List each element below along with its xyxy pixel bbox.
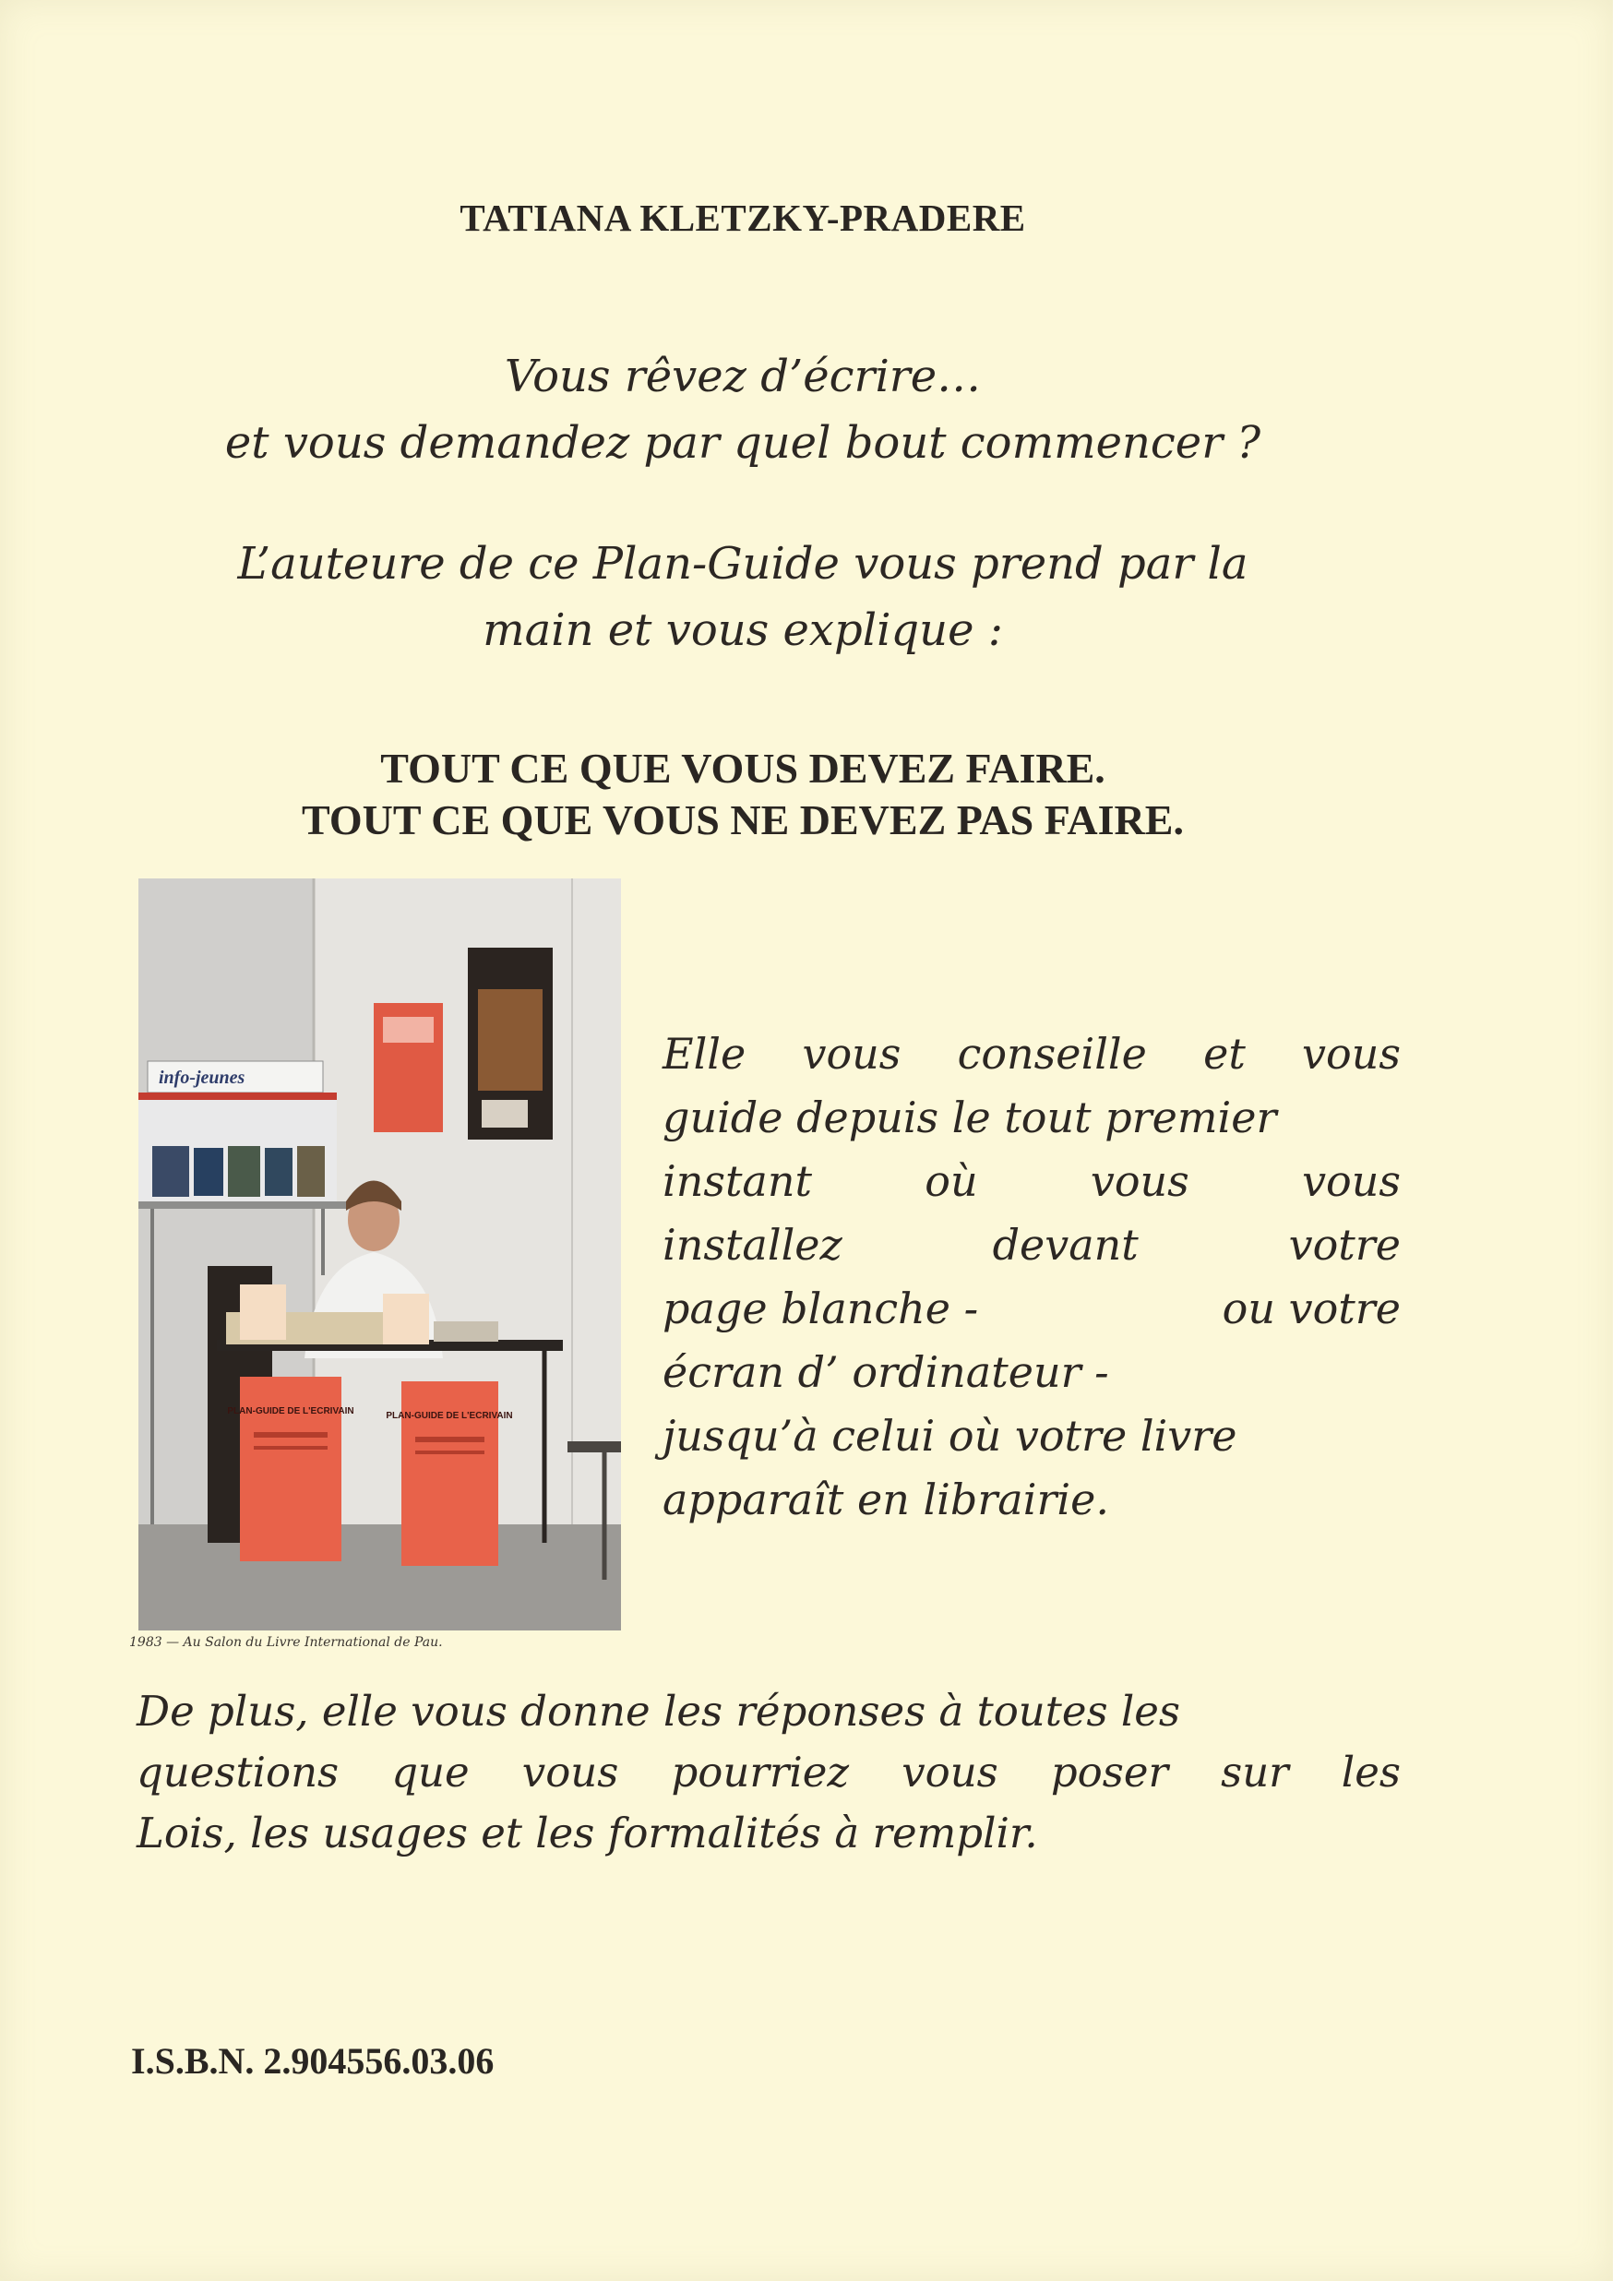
headline-line: TOUT CE QUE VOUS DEVEZ FAIRE.: [380, 745, 1105, 792]
intro-author-line: L’auteure de ce Plan-Guide vous prend par la: [237, 538, 1248, 590]
bottom-paragraph-line: Lois, les usages et les formalités à remplir.: [137, 1809, 1038, 1857]
bottom-paragraph: [137, 1681, 1401, 1864]
sign-label: info-jeunes: [159, 1068, 245, 1088]
word: vous: [802, 1029, 902, 1079]
word: que: [391, 1748, 470, 1797]
word: sur: [1221, 1748, 1289, 1797]
author-photo: [138, 878, 621, 1630]
headline: [0, 743, 1486, 846]
side-paragraph-line: [663, 1213, 1401, 1277]
author-name: TATIANA KLETZKY-PRADERE: [460, 197, 1026, 239]
word: les: [1341, 1748, 1401, 1797]
word: instant: [663, 1156, 812, 1206]
word: questions: [137, 1748, 340, 1797]
intro-author-line: main et vous explique :: [483, 604, 1003, 656]
word: vous: [1302, 1156, 1401, 1206]
side-paragraph-line: écran d’ ordinateur -: [663, 1347, 1109, 1397]
poster-label: PLAN-GUIDE DE L'ECRIVAIN: [227, 1406, 354, 1416]
word: Elle: [663, 1029, 746, 1079]
side-paragraph-line: guide depuis le tout premier: [663, 1093, 1277, 1142]
headline-line: TOUT CE QUE VOUS NE DEVEZ PAS FAIRE.: [302, 796, 1184, 843]
author-photo-illustration: [138, 878, 621, 1630]
word: ou votre: [1222, 1284, 1401, 1333]
word: où: [925, 1156, 978, 1206]
intro-author: [0, 531, 1486, 663]
word: votre: [1288, 1220, 1401, 1270]
side-paragraph: [663, 1022, 1401, 1532]
side-paragraph-line: apparaît en librairie.: [663, 1475, 1109, 1524]
intro-question-line: et vous demandez par quel bout commencer ?: [224, 417, 1261, 469]
word: vous: [1302, 1029, 1401, 1079]
side-paragraph-line: [663, 1022, 1401, 1086]
side-paragraph-line: [663, 1277, 1401, 1341]
intro-question: [0, 343, 1486, 476]
photo-caption: 1983 — Au Salon du Livre International de Pau.: [129, 1635, 443, 1650]
side-paragraph-line: [663, 1150, 1401, 1213]
word: devant: [992, 1220, 1139, 1270]
word: vous: [902, 1748, 998, 1797]
bottom-paragraph-line: [137, 1742, 1401, 1803]
word: pourriez: [671, 1748, 850, 1797]
word: page blanche -: [663, 1284, 979, 1333]
isbn: I.S.B.N. 2.904556.03.06: [131, 2040, 495, 2082]
word: poser: [1050, 1748, 1169, 1797]
word: vous: [1090, 1156, 1189, 1206]
word: installez: [663, 1220, 842, 1270]
word: vous: [521, 1748, 619, 1797]
word: et: [1203, 1029, 1246, 1079]
word: conseille: [957, 1029, 1147, 1079]
side-paragraph-line: jusqu’à celui où votre livre: [663, 1411, 1237, 1461]
bottom-paragraph-line: De plus, elle vous donne les réponses à toutes les: [137, 1687, 1181, 1736]
intro-question-line: Vous rêvez d’écrire…: [504, 351, 982, 402]
poster-label: PLAN-GUIDE DE L'ECRIVAIN: [386, 1411, 513, 1421]
